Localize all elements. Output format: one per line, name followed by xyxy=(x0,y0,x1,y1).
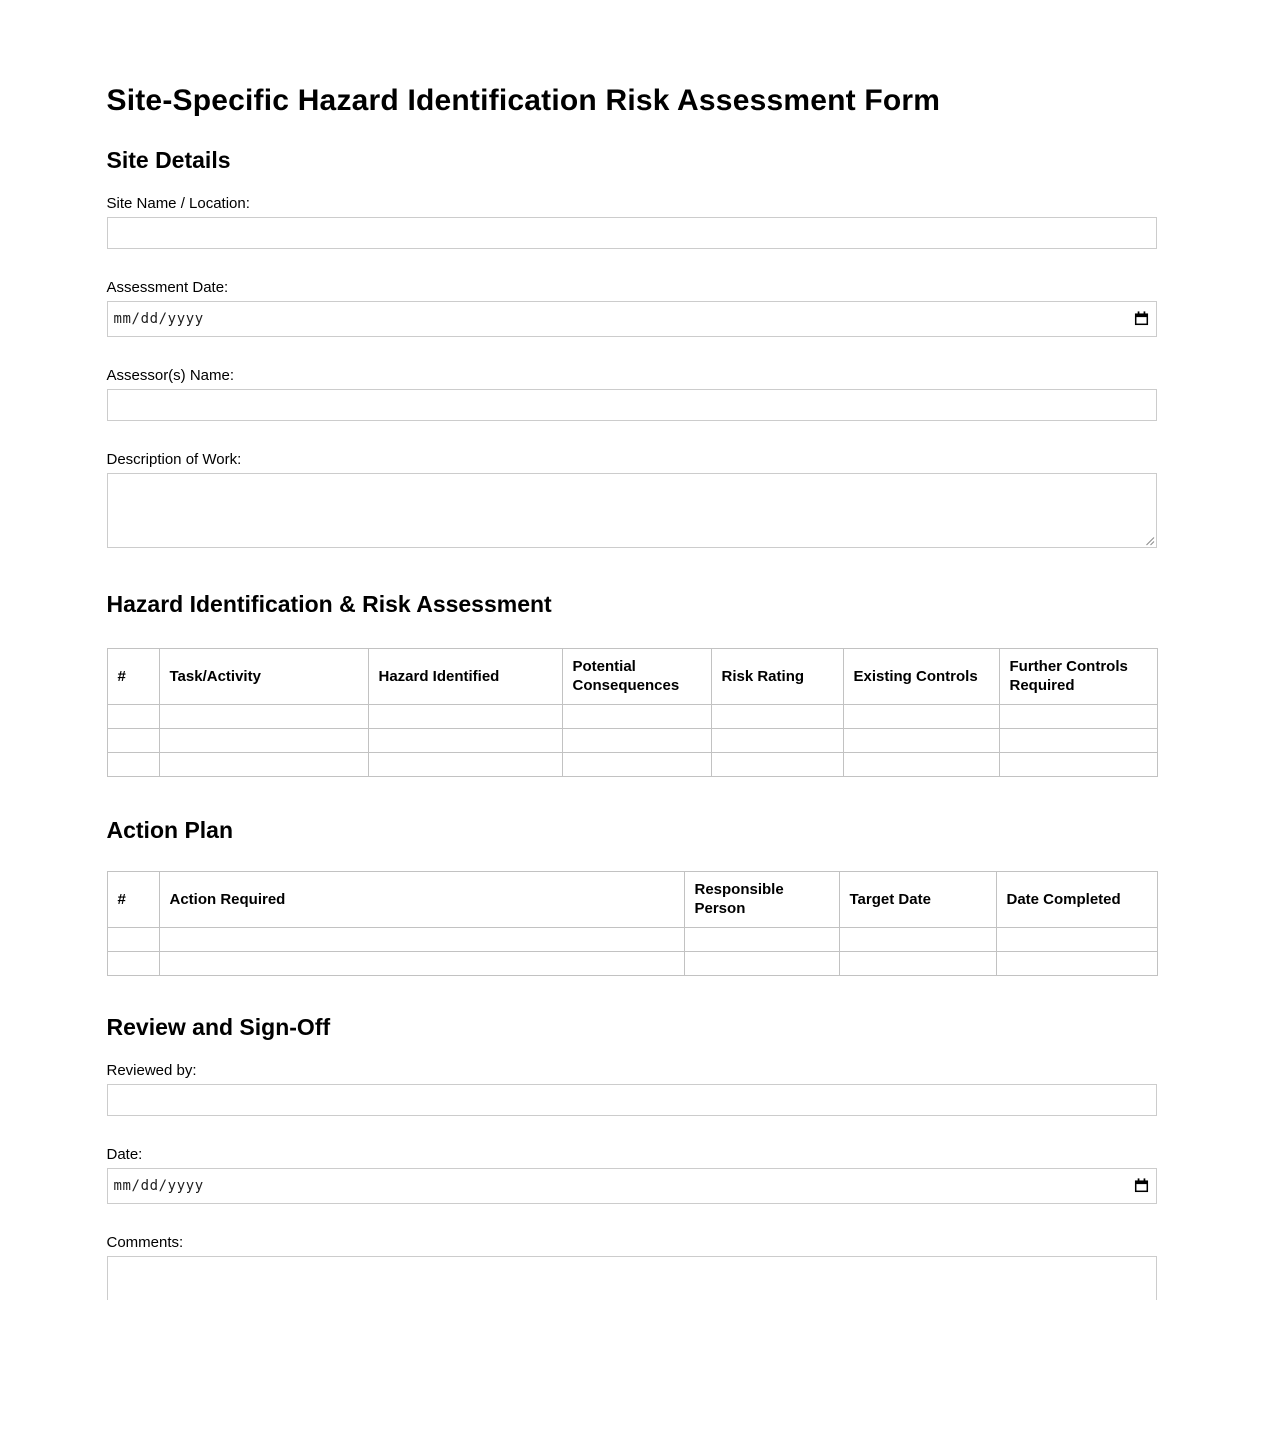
table-cell xyxy=(368,728,562,752)
comments-label: Comments: xyxy=(106,1234,184,1252)
comments-textarea[interactable] xyxy=(107,1256,1157,1300)
col-further-controls: Further Controls Required xyxy=(999,648,1157,704)
form-page xyxy=(107,0,1157,1300)
calendar-icon[interactable] xyxy=(1134,311,1149,326)
calendar-icon[interactable] xyxy=(1134,1178,1149,1193)
table-cell xyxy=(562,728,711,752)
reviewed-by-label: Reviewed by: xyxy=(106,1062,197,1080)
col-target-date: Target Date xyxy=(839,871,996,927)
field-assessor-name xyxy=(107,367,1157,421)
table-cell xyxy=(839,951,996,975)
table-cell xyxy=(996,951,1157,975)
reviewed-by-input[interactable] xyxy=(107,1084,1157,1116)
table-cell xyxy=(159,728,368,752)
action-plan-table xyxy=(107,871,1158,976)
table-cell xyxy=(368,752,562,776)
action-plan-table-header xyxy=(107,871,1157,927)
assessor-name-label: Assessor(s) Name: xyxy=(106,367,235,385)
assessor-name-input[interactable] xyxy=(107,389,1157,421)
table-cell xyxy=(107,728,159,752)
table-row xyxy=(107,704,1157,728)
action-plan-table-body xyxy=(107,927,1157,975)
table-cell xyxy=(843,752,999,776)
table-header-row xyxy=(107,871,1157,927)
table-cell xyxy=(711,728,843,752)
field-reviewed-by xyxy=(107,1062,1157,1116)
description-of-work-textarea[interactable] xyxy=(107,473,1157,548)
table-row xyxy=(107,951,1157,975)
table-cell xyxy=(843,728,999,752)
hazard-table-body xyxy=(107,704,1157,776)
hazard-table xyxy=(107,648,1158,777)
page-title: Site-Specific Hazard Identification Risk Assessment Form xyxy=(106,84,941,117)
site-name-input[interactable] xyxy=(107,217,1157,249)
col-potential-consequences: Potential Consequences xyxy=(562,648,711,704)
table-cell xyxy=(843,704,999,728)
comments-wrap xyxy=(107,1256,1157,1300)
table-cell xyxy=(684,951,839,975)
table-cell xyxy=(159,951,684,975)
table-cell xyxy=(999,704,1157,728)
table-row xyxy=(107,752,1157,776)
table-cell xyxy=(159,752,368,776)
col-risk-rating: Risk Rating xyxy=(711,648,843,704)
col-action-required: Action Required xyxy=(159,871,684,927)
table-row xyxy=(107,927,1157,951)
field-site-name xyxy=(107,195,1157,249)
col-hazard-identified: Hazard Identified xyxy=(368,648,562,704)
assessment-date-wrap xyxy=(107,301,1157,337)
table-cell xyxy=(711,752,843,776)
table-cell xyxy=(159,927,684,951)
table-cell xyxy=(107,927,159,951)
field-review-date xyxy=(107,1146,1157,1204)
col-task-activity: Task/Activity xyxy=(159,648,368,704)
description-of-work-wrap xyxy=(107,473,1157,548)
hazard-table-header xyxy=(107,648,1157,704)
table-row xyxy=(107,728,1157,752)
table-cell xyxy=(562,752,711,776)
section-heading-review: Review and Sign-Off xyxy=(106,1013,331,1040)
resize-handle-icon[interactable] xyxy=(1145,536,1155,546)
col-number: # xyxy=(107,871,159,927)
table-cell xyxy=(999,728,1157,752)
table-cell xyxy=(711,704,843,728)
table-cell xyxy=(839,927,996,951)
table-header-row xyxy=(107,648,1157,704)
col-existing-controls: Existing Controls xyxy=(843,648,999,704)
assessment-date-label: Assessment Date: xyxy=(106,279,229,297)
review-date-label: Date: xyxy=(106,1146,143,1164)
section-heading-action-plan: Action Plan xyxy=(106,816,234,843)
table-cell xyxy=(999,752,1157,776)
table-cell xyxy=(996,927,1157,951)
table-cell xyxy=(107,752,159,776)
field-assessment-date xyxy=(107,279,1157,337)
col-number: # xyxy=(107,648,159,704)
section-heading-site-details: Site Details xyxy=(106,147,231,173)
site-name-label: Site Name / Location: xyxy=(106,195,250,213)
table-cell xyxy=(684,927,839,951)
table-cell xyxy=(107,704,159,728)
col-date-completed: Date Completed xyxy=(996,871,1157,927)
field-description-of-work xyxy=(107,451,1157,548)
description-of-work-label: Description of Work: xyxy=(106,451,242,469)
table-cell xyxy=(159,704,368,728)
field-comments xyxy=(107,1234,1157,1300)
review-date-input[interactable] xyxy=(107,1168,1157,1204)
review-date-wrap xyxy=(107,1168,1157,1204)
table-cell xyxy=(107,951,159,975)
assessment-date-input[interactable] xyxy=(107,301,1157,337)
section-heading-hazard: Hazard Identification & Risk Assessment xyxy=(106,591,552,618)
table-cell xyxy=(368,704,562,728)
table-cell xyxy=(562,704,711,728)
col-responsible-person: Responsible Person xyxy=(684,871,839,927)
